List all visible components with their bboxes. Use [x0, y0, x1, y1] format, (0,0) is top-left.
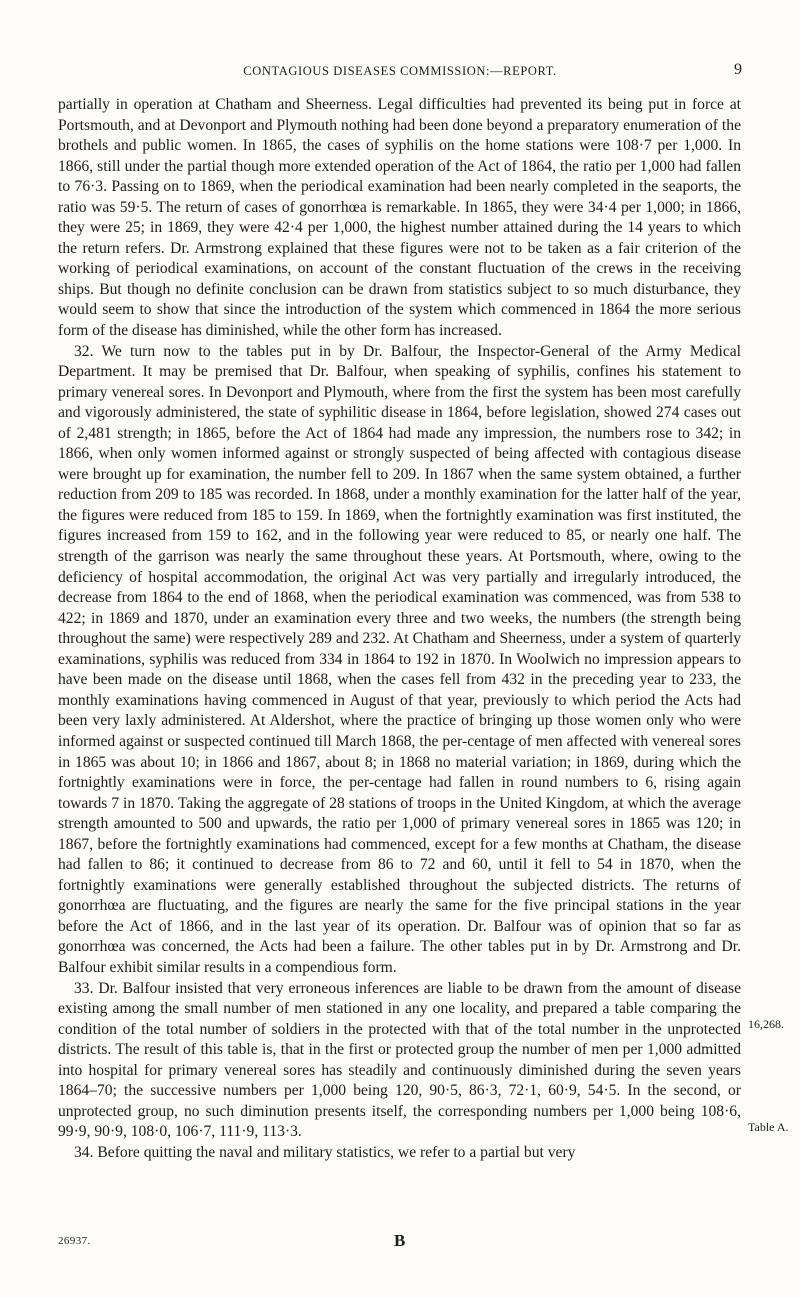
paragraph-34: 34. Before quitting the naval and military statistics, we refer to a partial but very	[74, 1143, 576, 1161]
paragraph-continuation: partially in operation at Chatham and Sheerness. Legal difficulties had prevented its being put in force at Portsmouth, and at Devonport and Plymouth nothing had been done beyond a preparatory enumeration of the brothels and public women. In 1865, the cases of syphilis on the home stations were 108·7 per 1,000. In 1866, still under the partial though more extended operation of the Act of 1864, the ratio per 1,000 had fallen to 76·3. Passing on to 1869, when the periodical examination had been nearly completed in the seaports, the ratio was 59·5. The return of cases of gonorrhœa is remarkable. In 1865, they were 34·4 per 1,000; in 1866, they were 25; in 1869, they were 42·4 per 1,000, the highest number attained during the 14 years to which the return refers. Dr. Armstrong explained that these figures were not to be taken as a fair criterion of the working of periodical examinations, on account of the constant fluctuation of the crews in the receiving ships. But though no definite conclusion can be drawn from statistics subject to so much disturbance, they would seem to show that since the introduction of the system which commenced in 1864 the more serious form of the disease has diminished, while the other form has increased.	[58, 96, 741, 340]
printer-signature: 26937.	[58, 1235, 91, 1247]
sheet-mark: B	[394, 1231, 406, 1250]
paragraph-32: 32. We turn now to the tables put in by Dr. Balfour, the Inspector-General of the Army Medical Department. It may be premised that Dr. Balfour, when speaking of syphilis, confines his statement to primary venereal sores. In Devonport and Plymouth, where from the first the system has been most carefully and vigorously administered, the state of syphilitic disease in 1864, before legislation, showed 274 cases out of 2,481 strength; in 1865, before the Act of 1864 had made any impression, the numbers rose to 342; in 1866, when only women informed against or strongly suspected of being affected with contagious disease were brought up for examination, the number fell to 209. In 1867 when the same system obtained, a further reduction from 209 to 185 was recorded. In 1868, under a monthly examination for the latter half of the year, the figures were reduced from 185 to 159. In 1869, when the fortnightly examination was first instituted, the figures increased from 159 to 162, and in the following year were reduced to 85, or nearly one half. The strength of the garrison was nearly the same throughout these years. At Portsmouth, where, owing to the deficiency of hospital accommodation, the original Act was very partially and irregularly introduced, the decrease from 1864 to the end of 1868, when the periodical examination was commenced, was from 538 to 422; in 1869 and 1870, under an examination every three and two weeks, the numbers (the strength being throughout the same) were respectively 289 and 232. At Chatham and Sheerness, under a system of quarterly examinations, syphilis was reduced from 334 in 1864 to 192 in 1870. In Woolwich no impression appears to have been made on the disease until 1868, when the cases fell from 432 in the preceding year to 233, the monthly examinations having commenced in August of that year, previously to which period the Acts had been very laxly administered. At Aldershot, where the practice of bringing up those women only who were informed against or suspected continued till March 1868, the per-centage of men affected with venereal sores in 1865 was about 10; in 1866 and 1867, about 8; in 1868 no material variation; in 1869, during which the fortnightly examinations were in force, the per-centage had fallen in round numbers to 6, rising again towards 7 in 1870. Taking the aggregate of 28 stations of troops in the United Kingdom, at which the average strength amounted to 500 and upwards, the ratio per 1,000 of primary venereal sores in 1865 was 120; in 1867, before the fortnightly examinations had commenced, except for a few months at Chatham, the disease had fallen to 86; it continued to decrease from 86 to 72 and 60, until it fell to 54 in 1870, when the fortnightly examinations were generally established throughout the subjected districts. The returns of gonorrhœa are fluctuating, and the figures are nearly the same for the five principal stations in the year before the Act of 1866, and in the last year of its operation. Dr. Balfour was of opinion that so far as gonorrhœa was concerned, the Acts had been a failure. The other tables put in by Dr. Armstrong and Dr. Balfour exhibit similar results in a compendious form.	[58, 342, 741, 976]
running-title: CONTAGIOUS DISEASES COMMISSION:—REPORT.	[243, 64, 557, 78]
paragraph-33: 33. Dr. Balfour insisted that very erroneous inferences are liable to be drawn from the amount of disease existing among the small number of men stationed in any one locality, and prepared a table comparing the condition of the total number of soldiers in the protected with that of the total number in the unprotected districts. The result of this table is, that in the first or protected group the number of men per 1,000 admitted into hospital for primary venereal sores has steadily and continuously diminished during the seven years 1864–70; the successive numbers per 1,000 being 120, 90·5, 86·3, 72·1, 60·9, 54·5. In the second, or unprotected group, no such diminution presents itself, the corresponding numbers per 1,000 being 108·6, 99·9, 90·9, 108·0, 106·7, 111·9, 113·3.	[58, 979, 741, 1141]
margin-note-evidence-ref: 16,268.	[748, 1017, 784, 1031]
report-body	[58, 95, 741, 1163]
page-number: 9	[734, 61, 742, 78]
margin-note-table-ref: Table A.	[748, 1120, 789, 1134]
running-header	[0, 62, 800, 82]
